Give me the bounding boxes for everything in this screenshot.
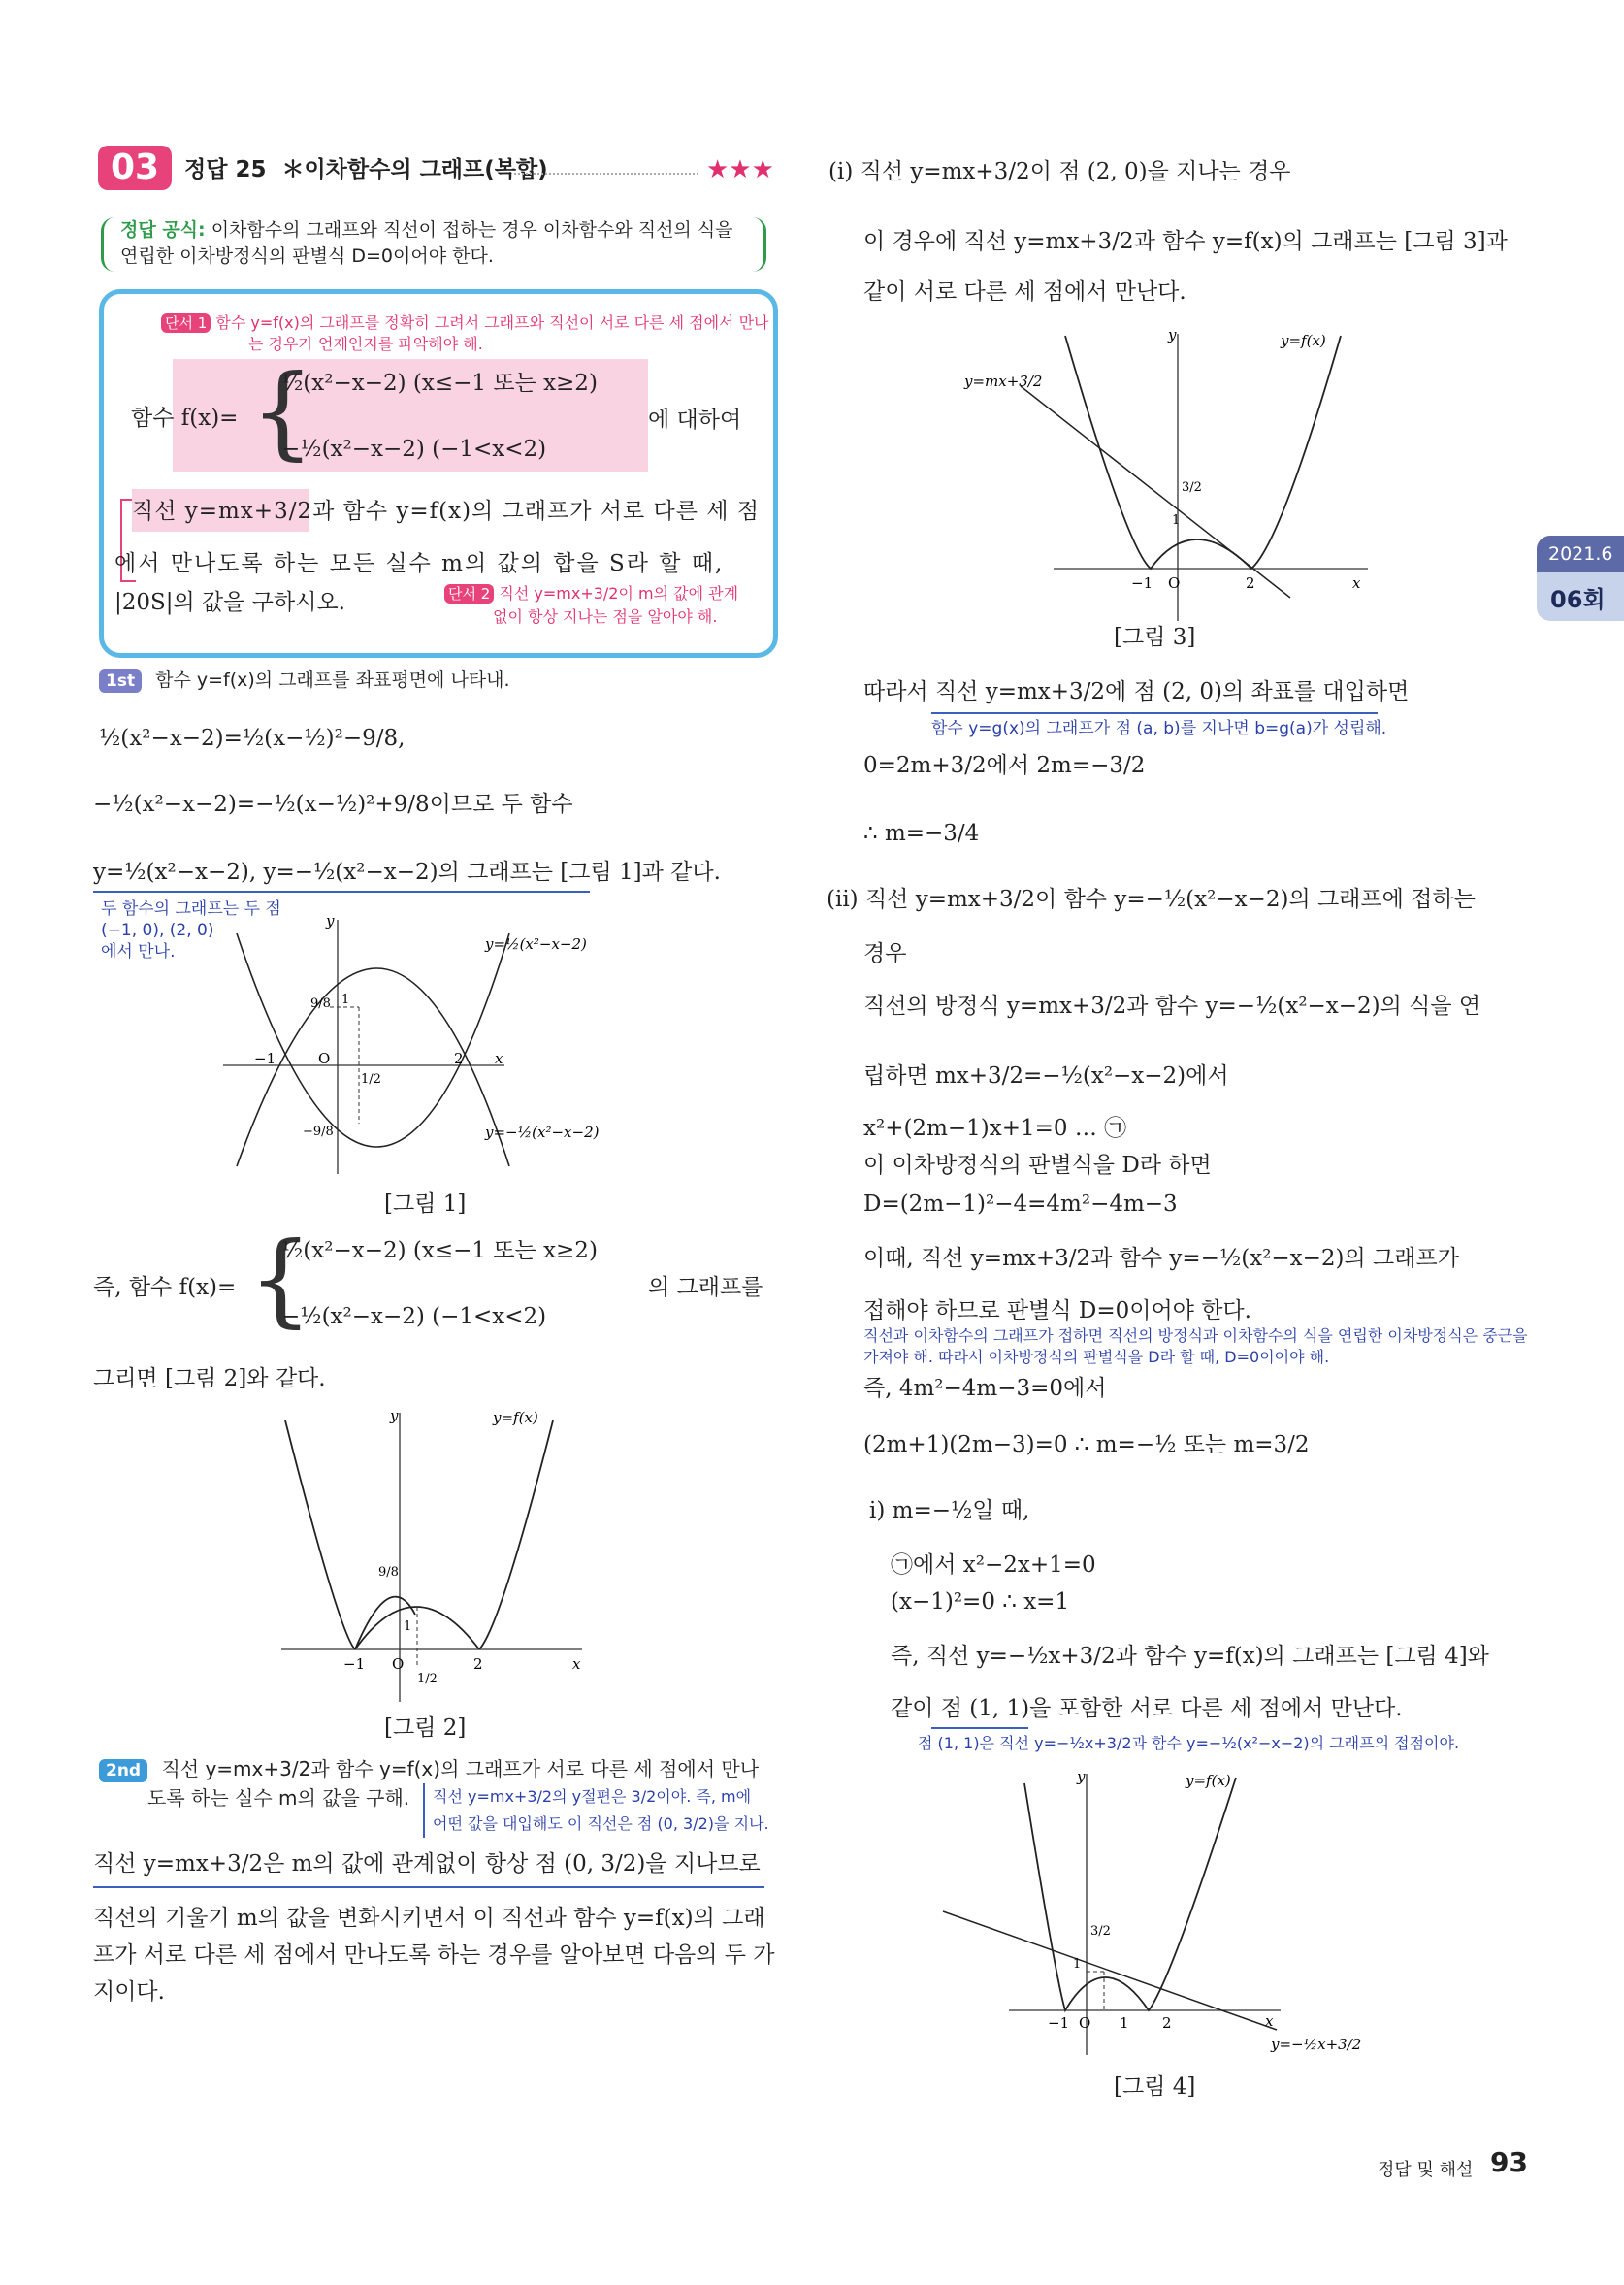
step2-line2: 직선의 기울기 m의 값을 변화시키면서 이 직선과 함수 y=f(x)의 그래: [93, 1906, 765, 1931]
fig3-one: 1: [1172, 513, 1181, 528]
step1-title: 1st 함수 y=f(x)의 그래프를 좌표평면에 나타내.: [99, 668, 510, 693]
side-tab-round: 06회: [1550, 586, 1606, 613]
sub-i-1: ㉠에서 x²−2x+1=0: [891, 1552, 1096, 1578]
fig2-left-branch: [285, 1420, 355, 1649]
step2-note: 직선 y=mx+3/2의 y절편은 3/2이야. 즉, m에 어떤 값을 대입해도 이 직선은 점 (0, 3/2)을 지나.: [423, 1783, 769, 1838]
fig2-y-label: y: [390, 1407, 399, 1424]
fig1-y-label: y: [326, 912, 335, 930]
sub-i-title: i) m=−½일 때,: [869, 1498, 1030, 1523]
case-ii-line2: 경우: [863, 941, 907, 966]
step1-after-label: 즉, 함수 f(x)=: [93, 1275, 237, 1300]
case-ii-line1: (ii) 직선 y=mx+3/2이 함수 y=−½(x²−x−2)의 그래프에 접하는: [827, 887, 1476, 912]
fig2-9-8: 9/8: [378, 1565, 399, 1580]
fig3-neg1: −1: [1131, 574, 1153, 592]
hint1: 단서 1 함수 y=f(x)의 그래프를 정확히 그려서 그래프와 직선이 서로 다른 세 점에서 만나 는 경우가 언제인지를 파악해야 해.: [161, 312, 768, 355]
step2-line3: 프가 서로 다른 세 점에서 만나도록 하는 경우를 알아보면 다음의 두 가: [93, 1942, 775, 1968]
ii-3: x²+(2m−1)x+1=0 … ㉠: [863, 1116, 1127, 1141]
fig1-upper-parabola: [237, 933, 509, 1147]
fig3-x-label: x: [1352, 574, 1361, 592]
fig3-3-2: 3/2: [1182, 480, 1202, 495]
case-i-line1: 이 경우에 직선 y=mx+3/2과 함수 y=f(x)의 그래프는 [그림 3]과: [863, 229, 1508, 254]
fig3-y-label: y: [1168, 326, 1177, 343]
side-tab-date: 2021.6: [1548, 543, 1613, 565]
function-case2: −½(x²−x−2) (−1<x<2): [281, 437, 547, 462]
fig1-one: 1: [341, 993, 350, 1007]
step2-title: 2nd 직선 y=mx+3/2과 함수 y=f(x)의 그래프가 서로 다른 세 점에서 만나 도록 하는 실수 m의 값을 구해.: [99, 1754, 759, 1812]
ii-4: 이 이차방정식의 판별식을 D라 하면: [863, 1153, 1212, 1178]
sub-i-2: (x−1)²=0 ∴ x=1: [891, 1589, 1070, 1615]
problem-line2: 에서 만나도록 하는 모든 실수 m의 값의 합을 S라 할 때,: [114, 551, 725, 576]
fig4-origin: O: [1079, 2014, 1091, 2032]
problem-number: 03: [110, 147, 160, 187]
formula-box-line2: 연립한 이차방정식의 판별식 D=0이어야 한다.: [120, 245, 494, 267]
fig4-neg1: −1: [1048, 2014, 1070, 2032]
ii-5: D=(2m−1)²−4=4m²−4m−3: [863, 1191, 1178, 1217]
ii-1: 직선의 방정식 y=mx+3/2과 함수 y=−½(x²−x−2)의 식을 연: [863, 994, 1481, 1019]
fig1-lower-parabola: [237, 968, 509, 1166]
fig2-x-label: x: [572, 1655, 581, 1673]
problem-number-badge: [98, 146, 172, 190]
difficulty-stars: ★★★: [706, 155, 774, 184]
function-brace: {: [250, 352, 315, 471]
step1-after-brace: {: [248, 1220, 313, 1338]
subst-underline: [931, 712, 1378, 714]
fig1-half: 1/2: [361, 1072, 381, 1087]
fig3-line: [1021, 386, 1290, 598]
fig4-one: 1: [1120, 2014, 1129, 2032]
step2-line1: 직선 y=mx+3/2은 m의 값에 관계없이 항상 점 (0, 3/2)을 지나므로: [93, 1851, 761, 1877]
fig1-neg1: −1: [254, 1050, 276, 1067]
fig2-origin: O: [392, 1655, 405, 1673]
fig1-x-label: x: [495, 1050, 503, 1067]
step1-eq3-underline: [93, 891, 590, 893]
step1-eq3: y=½(x²−x−2), y=−½(x²−x−2)의 그래프는 [그림 1]과 같다.: [93, 860, 721, 885]
figure-4-graph: [931, 1764, 1397, 2073]
subst-line: 따라서 직선 y=mx+3/2에 점 (2, 0)의 좌표를 대입하면: [863, 679, 1410, 704]
step1-after2: 그리면 [그림 2]와 같다.: [93, 1366, 326, 1391]
fig3-origin: O: [1168, 574, 1181, 592]
sub-i-4: 같이 점 (1, 1)을 포함한 서로 다른 세 점에서 만난다.: [891, 1696, 1403, 1721]
fig4-x-label: x: [1265, 2012, 1274, 2030]
fig3-fx-curve: [1065, 336, 1341, 569]
eq-b: ∴ m=−3/4: [863, 821, 980, 846]
fig2-fx-label: y=f(x): [493, 1409, 538, 1426]
fig4-fx-label: y=f(x): [1186, 1772, 1231, 1789]
topic-label: ＊이차함수의 그래프(복합): [281, 157, 548, 182]
figure-3-graph: [960, 320, 1387, 631]
sub-i-note: 점 (1, 1)은 직선 y=−½x+3/2과 함수 y=−½(x²−x−2)의 그래프의 접점이야.: [918, 1734, 1460, 1752]
fig2-right-branch: [479, 1420, 553, 1649]
fig1-two: 2: [454, 1050, 464, 1067]
fig3-line-label: y=mx+3/2: [964, 373, 1043, 390]
fig4-two: 2: [1162, 2014, 1172, 2032]
figure-1-graph: [213, 912, 679, 1184]
step1-note: 두 함수의 그래프는 두 점 (−1, 0), (2, 0) 에서 만나.: [101, 899, 281, 962]
fig1-origin: O: [318, 1050, 331, 1067]
figure-4-caption: [그림 4]: [1114, 2074, 1196, 2100]
fig2-neg1: −1: [343, 1655, 366, 1673]
problem-line1: 직선 y=mx+3/2과 함수 y=f(x)의 그래프가 서로 다른 세 점: [132, 499, 761, 524]
ii-6: 이때, 직선 y=mx+3/2과 함수 y=−½(x²−x−2)의 그래프가: [863, 1246, 1459, 1271]
page-number: 93: [1490, 2146, 1528, 2178]
step2-line1-underline: [93, 1886, 764, 1888]
fig2-one: 1: [404, 1619, 412, 1634]
formula-box-line1: 정답 공식: 이차함수의 그래프와 직선이 접하는 경우 이차함수와 직선의 식을: [120, 219, 733, 241]
eq-a: 0=2m+3/2에서 2m=−3/2: [863, 753, 1146, 778]
hint2: 단서 2 직선 y=mx+3/2이 m의 값에 관계 없이 항상 지나는 점을 알아야 해.: [444, 582, 738, 629]
fig3-two: 2: [1246, 574, 1255, 592]
fig2-two: 2: [473, 1655, 483, 1673]
footer-label: 정답 및 해설: [1378, 2160, 1474, 2180]
fig4-one-y: 1: [1073, 1957, 1082, 1972]
fig3-fx-label: y=f(x): [1281, 332, 1326, 349]
case-i-line2: 같이 서로 다른 세 점에서 만난다.: [863, 279, 1186, 305]
figure-3-caption: [그림 3]: [1114, 625, 1196, 650]
problem-line3: |20S|의 값을 구하시오.: [114, 590, 345, 615]
fig4-fx-curve: [1024, 1778, 1236, 2010]
fig1-upper-label: y=½(x²−x−2): [485, 935, 587, 953]
ii-7: 접해야 하므로 판별식 D=0이어야 한다.: [863, 1298, 1251, 1323]
step1-after-case1: ½(x²−x−2) (x≤−1 또는 x≥2): [281, 1238, 598, 1263]
step1-after-case2: −½(x²−x−2) (−1<x<2): [281, 1304, 547, 1329]
fig4-y-label: y: [1077, 1768, 1086, 1785]
fig1-lower-label: y=−½(x²−x−2): [485, 1124, 600, 1141]
fig4-line-label: y=−½x+3/2: [1271, 2036, 1362, 2053]
sub-i-3: 즉, 직선 y=−½x+3/2과 함수 y=f(x)의 그래프는 [그림 4]와: [891, 1644, 1489, 1669]
figure-2-graph: [272, 1401, 611, 1712]
function-label: 함수 f(x)=: [131, 406, 239, 431]
ii-9: (2m+1)(2m−3)=0 ∴ m=−½ 또는 m=3/2: [863, 1432, 1310, 1457]
figure-2-caption: [그림 2]: [384, 1715, 467, 1741]
ii-2: 립하면 mx+3/2=−½(x²−x−2)에서: [863, 1063, 1229, 1089]
header-dots: [514, 173, 698, 175]
fig2-half: 1/2: [417, 1672, 438, 1686]
function-suffix: 에 대하여: [648, 408, 742, 433]
step1-eq2: −½(x²−x−2)=−½(x−½)²+9/8이므로 두 함수: [93, 792, 573, 817]
answer-label: 정답 25 ＊이차함수의 그래프(복합): [184, 157, 548, 182]
subst-note: 함수 y=g(x)의 그래프가 점 (a, b)를 지나면 b=g(a)가 성립해.: [931, 719, 1387, 738]
fig1-9-8: 9/8: [310, 996, 331, 1011]
function-case1: ½(x²−x−2) (x≤−1 또는 x≥2): [281, 371, 598, 396]
fig4-3-2: 3/2: [1090, 1924, 1111, 1939]
sub-i-underline: [931, 1727, 1028, 1729]
fig1-neg9-8: −9/8: [303, 1125, 334, 1139]
step2-line4: 지이다.: [93, 1979, 165, 2005]
figure-1-caption: [그림 1]: [384, 1191, 467, 1217]
step1-after-suffix: 의 그래프를: [648, 1275, 763, 1300]
ii-note: 직선과 이차함수의 그래프가 접하면 직선의 방정식과 이차함수의 식을 연립한 이차방정식은 중근을 가져야 해. 따라서 이차방정식의 판별식을 D라 할 때, D=0이어야 해.: [863, 1326, 1528, 1366]
ii-8: 즉, 4m²−4m−3=0에서: [863, 1376, 1107, 1401]
case-i-title: (i) 직선 y=mx+3/2이 점 (2, 0)을 지나는 경우: [828, 159, 1291, 184]
step1-eq1: ½(x²−x−2)=½(x−½)²−9/8,: [99, 726, 406, 751]
